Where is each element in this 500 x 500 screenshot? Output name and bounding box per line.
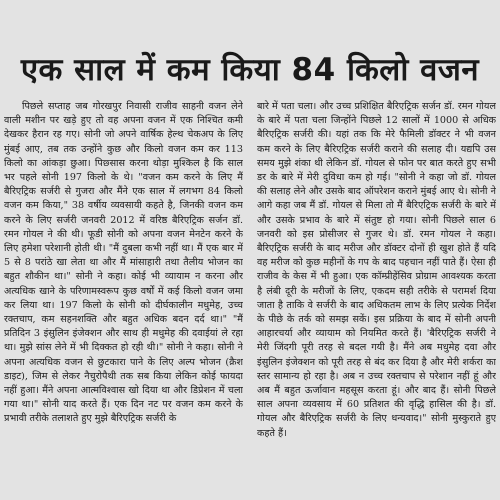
article-paragraph: बारे में पता चला। और उच्च प्रशिक्षित बैरिएट्रिक सर्जन डॉ. रमन गोयल के बारे में पता चला जिन्होंने पिछले 12 सालों में 1000 से अधिक बैरिएट्रिक सर्जरी की। यहां तक कि मेरे फैमिली डॉक्टर ने भी वजन कम करने के लिए बैरिएट्रिक सर्जरी कराने की सलाह दी। यद्यपि उस समय मुझे शंका थी लेकिन डॉ. गोयल से फोन पर बात करते हुए सभी डर के बारे में मेरी दुविधा कम हो गई। "सोनी ने कहा जो डॉ. गोयल की सलाह लेने और उसके बाद ऑपरेशन कराने मुंबई आए थे। सोनी ने आगे कहा जब मैं डॉ. गोयल से मिला तो मैं बैरिएट्रिक सर्जरी के बारे में और उसके प्रभाव के बारे में संतुष्ट हो गया। सोनी पिछले साल 6 जनवरी को इस प्रोसीजर से गुजर थे। डॉ. रमन गोयल ने कहा। बैरिएट्रिक सर्जरी के बाद मरीज और डॉक्टर दोनों ही खुश होते हैं यदि वह मरीज को कुछ महीनों के गप के बाद पहचान नहीं पाते हैं। ऐसा ही राजीव के केस में भी हुआ। एक कॉम्प्रीहेंसिव प्रोग्राम आवश्यक करता है लंबी दूरी के मरीजों के लिए, एकदम सही तरीके से परामर्श दिया जाता है ताकि वे सर्जरी के बाद अधिकतम लाभ के लिए प्रत्येक निर्देश के पीछे के तर्क को समझ सकें। इस प्रक्रिया के बाद में सोनी अपनी आहारचर्या और व्यायाम को नियमित करते हैं। 'बैरिएट्रिक सर्जरी ने मेरी जिंदगी पूरी तरह से बदल गयी है। मैंने अब मधुमेह दवा और इंसुलिन इंजेक्शन को पूरी तरह से बंद कर दिया है और मेरी शर्करा का स्तर सामान्य हो रहा है। अब न उच्च रक्तचाप से परेशान नहीं हूं और अब मैं बहुत ऊर्जावान महसूस करता हूं। और बाद हैं। सोनी पिछले साल अपना व्यवसाय में 60 प्रतिशत की वृद्धि हासिल की है। डॉ. गोयल और बैरिएट्रिक सर्जरी के लिए धन्यवाद।" सोनी मुस्कुराते हुए कहते हैं।: [257, 101, 496, 439]
article-headline: एक साल में कम किया 84 किलो वजन: [20, 52, 480, 88]
article-column-left: [4, 100, 243, 495]
article-column-right: [257, 100, 496, 495]
article-body: [4, 100, 496, 495]
article-paragraph: पिछले सप्ताह जब गोरखपुर निवासी राजीव साहनी वजन लेने वाली मशीन पर खड़े हुए तो वह अपना वजन में एक निश्चित कमी देखकर हैरान रह गए। सोनी जो अपने वार्षिक हेल्थ चेकअप के लिए मुंबई आए, तब तक उन्होंने कुछ और किलो वजन कम कर 113 किलो का आंकड़ा छुआ। पिछ्सास करना थोड़ा मुश्किल है कि साल भर पहले सोनी 197 किलो के थे। "वजन कम करने के लिए मैं बैरिएट्रिक सर्जरी से गुजरा और मैंने एक साल में लगभग 84 किलो वजन कम किया," 38 वर्षीय व्यवसायी कहते है, जिनकी वजन कम करने के लिए सर्जरी जनवरी 2012 में वरिष्ठ बैरिएट्रिक सर्जन डॉ. रमन गोयल ने की थी। फूडी सोनी को अपना वजन मेनटेन करने के लिए हमेशा परेशानी होती थी। "मैं दुबला कभी नहीं था। मैं एक बार में 5 से 8 परांठे खा लेता था और मैं मांसाहारी तथा तैलीय भोजन का बहुत शौकीन था।" सोनी ने कहा। कोई भी व्यायाम न करना और अत्यधिक खाने के परिणामस्वरूप कुछ वर्षों में कई किलो वजन जमा कर लिया था। 197 किलो के सोनी को दीर्घकालीन मधुमेह, उच्च रक्तचाप, कम सहनशक्ति और बहुत अधिक बदन दर्द था।" "मैं प्रतिदिन 3 इंसुलिन इंजेक्शन और साथ ही मधुमेह की दवाईयां ले रहा था। मुझे सांस लेने में भी दिक्कत हो रही थी।" सोनी ने कहा। सोनी ने अपना अत्यधिक वजन से छुटकारा पाने के लिए अल्प भोजन (क्रैश डाइट), जिम से लेकर नैचुरोपैथी तक सब किया लेकिन कोई फायदा नहीं हुआ। मैंने अपना आत्मविश्वास खो दिया था और डिप्रेशन में चला गया था।" सोनी याद करते हैं। एक दिन नट पर वजन कम करने के प्रभावी तरीके तलाशते हुए मुझे बैरिएट्रिक सर्जरी के: [4, 101, 243, 425]
